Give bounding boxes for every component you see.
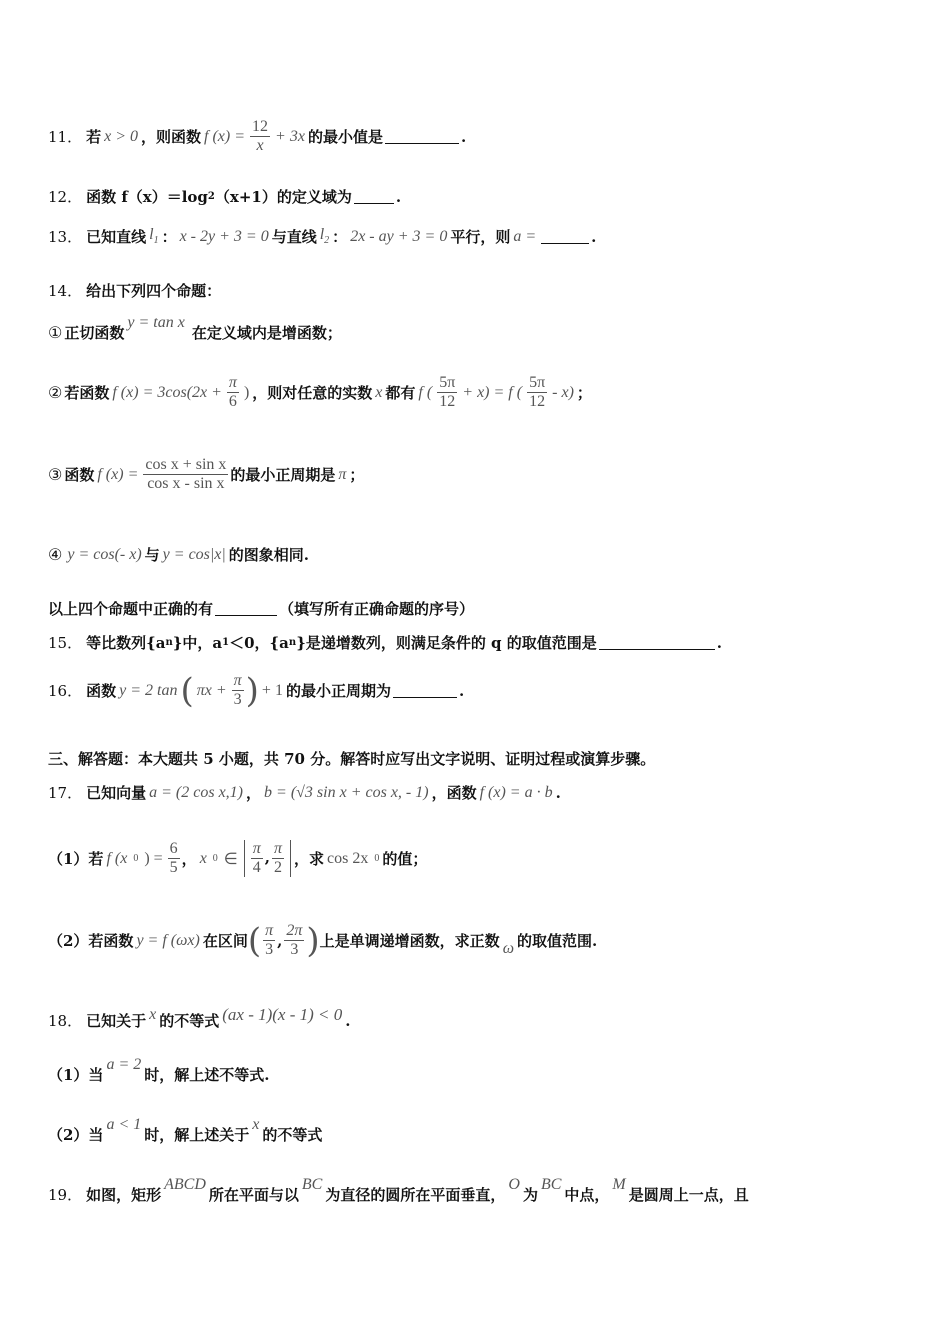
text: 的值； <box>382 850 428 868</box>
text: 时，解上述关于 <box>144 1126 250 1144</box>
math: b = (√3 sin x + cos x, - 1) <box>264 783 429 801</box>
math: y = f (ωx) <box>136 931 200 949</box>
question-number: 19． <box>48 1186 83 1204</box>
text: 在区间 <box>202 932 248 950</box>
text: 上是单调递增函数，求正数 <box>319 932 500 950</box>
math: y = 2 tan <box>119 681 178 699</box>
text: . <box>345 1011 351 1030</box>
numerator: π <box>252 840 261 857</box>
math: x <box>375 383 383 401</box>
math: x - 2y + 3 = 0 <box>179 227 269 245</box>
math: ∈ <box>223 850 238 868</box>
math: f (x) = <box>97 465 139 483</box>
numerator: 12 <box>252 118 269 135</box>
question-number: 16． <box>48 682 83 700</box>
text: 等比数列{a <box>86 634 166 652</box>
subscript: 0 <box>133 853 139 864</box>
proposition-1 <box>48 313 342 343</box>
fraction <box>263 922 275 959</box>
math: f (x <box>106 849 128 867</box>
text: 若 <box>86 128 102 146</box>
proposition-3 <box>48 456 364 493</box>
question-17-part-1 <box>48 840 427 877</box>
question-number: 17． <box>48 784 83 802</box>
numerator: π <box>233 672 242 689</box>
denominator: 4 <box>252 859 261 876</box>
text: 已知直线 <box>86 228 147 246</box>
fraction <box>272 840 284 877</box>
math: a = <box>513 227 537 245</box>
text: 已知向量 <box>86 784 147 802</box>
math: l <box>319 226 325 244</box>
text: （x+1）的定义域为 <box>214 188 352 206</box>
denominator: 3 <box>233 691 242 708</box>
question-18-part-2 <box>48 1115 323 1145</box>
math: π <box>338 465 347 483</box>
math: x <box>199 849 207 867</box>
text: 函数 <box>64 466 95 484</box>
question-16 <box>48 672 464 709</box>
text: （2）若函数 <box>48 932 134 950</box>
text: }中，a <box>172 634 223 652</box>
math: f ( <box>418 383 433 401</box>
question-12 <box>48 186 401 207</box>
text: 时，解上述不等式. <box>144 1066 270 1084</box>
subscript: 2 <box>324 235 330 247</box>
question-number: 13． <box>48 228 83 246</box>
question-17 <box>48 782 561 803</box>
math: f (x) = a · b <box>479 783 553 801</box>
text: . <box>716 633 723 652</box>
math: x <box>149 1005 157 1023</box>
text: 以上四个命题中正确的有 <box>48 600 214 618</box>
math: 2x - ay + 3 = 0 <box>350 227 448 245</box>
fraction <box>437 374 457 411</box>
text: 已知关于 <box>86 1012 147 1030</box>
question-15 <box>48 632 722 653</box>
denominator: 12 <box>439 393 456 410</box>
question-17-part-2: （2）若函数 y = f (ωx) 在区间 ( $\frac{\pi}{3}$ , $\frac{2\pi}{3}$ ) 上是单调递增函数，求正数 ω 的取值范围. <box>48 920 598 961</box>
subscript: 2 <box>207 191 215 202</box>
text: . <box>591 227 597 246</box>
text: 给出下列四个命题： <box>86 282 222 300</box>
text: 正切函数 <box>64 324 125 342</box>
text: 函数 f（x）＝log <box>86 188 208 206</box>
answer-blank[interactable] <box>385 129 459 144</box>
math: ABCD <box>164 1175 206 1193</box>
numerator: 5π <box>529 374 546 391</box>
question-number: 18． <box>48 1012 83 1030</box>
paren: ) <box>306 920 320 961</box>
text: 与直线 <box>271 228 317 246</box>
proposition-4 <box>48 544 309 565</box>
text: 平行，则 <box>450 228 511 246</box>
paren: ( <box>247 920 262 961</box>
answer-blank[interactable] <box>541 229 589 244</box>
question-18-part-1 <box>48 1055 270 1085</box>
math: ) <box>243 383 250 401</box>
text: 都有 <box>385 384 416 402</box>
math: a = 2 <box>106 1055 142 1073</box>
math: l <box>149 226 154 244</box>
question-19 <box>48 1175 749 1205</box>
text: 的不等式 <box>159 1012 220 1030</box>
text: ； <box>349 466 365 484</box>
text: }是递增数列，则满足条件的 q 的取值范围是 <box>296 634 597 652</box>
text: 若函数 <box>64 384 110 402</box>
text: ＜0，{a <box>229 634 289 652</box>
text: 如图，矩形 <box>86 1186 162 1204</box>
denominator: 3 <box>290 941 299 958</box>
subscript: n <box>165 637 173 648</box>
text: ， <box>246 784 262 802</box>
answer-blank[interactable] <box>215 601 277 616</box>
subscript: 0 <box>374 853 380 864</box>
interval: $\frac{\pi}{4}$ , $\frac{\pi}{2}$ <box>244 840 291 877</box>
denominator: 6 <box>228 393 237 410</box>
circled-number: ① <box>48 323 63 342</box>
math: - x) <box>552 383 574 401</box>
math: f (x) = 3cos(2x + <box>112 383 222 401</box>
numerator: π <box>228 374 237 391</box>
paren: ) <box>245 670 259 711</box>
math: ω <box>502 939 514 957</box>
question-number: 15． <box>48 634 83 652</box>
text: （2）当 <box>48 1126 104 1144</box>
fraction <box>250 118 270 155</box>
answer-blank[interactable] <box>599 635 715 650</box>
math: y = cos|x| <box>162 545 226 563</box>
text: 为 <box>522 1186 538 1204</box>
math: BC <box>301 1175 323 1193</box>
answer-blank[interactable] <box>393 683 457 698</box>
text: ，则函数 <box>141 128 202 146</box>
math: O <box>508 1175 520 1193</box>
text: . <box>555 783 561 802</box>
fraction <box>284 922 304 959</box>
subscript: 1 <box>222 637 230 648</box>
numerator: 6 <box>169 840 178 857</box>
text: 所在平面与以 <box>208 1186 299 1204</box>
text: 的最小正周期是 <box>230 466 336 484</box>
circled-number: ③ <box>48 465 63 484</box>
text: ： <box>161 228 177 246</box>
text: . <box>460 127 467 146</box>
denominator: 2 <box>273 859 282 876</box>
fraction <box>168 840 180 877</box>
answer-blank[interactable] <box>354 189 394 204</box>
proposition-2 <box>48 374 592 411</box>
math: + x) = f ( <box>462 383 523 401</box>
text: 的不等式 <box>262 1126 323 1144</box>
numerator: 5π <box>439 374 456 391</box>
text: 在定义域内是增函数； <box>191 324 342 342</box>
math: (ax - 1)(x - 1) < 0 <box>222 1004 343 1024</box>
fraction <box>527 374 547 411</box>
math: x > 0 <box>104 127 139 145</box>
math: ) = <box>144 849 163 867</box>
text: （填写所有正确命题的序号） <box>279 600 475 618</box>
text: 函数 <box>86 682 117 700</box>
math: y = cos(- x) <box>67 545 142 563</box>
fraction <box>227 374 239 411</box>
fraction <box>251 840 263 877</box>
text: 的最小值是 <box>307 128 383 146</box>
text: 是圆周上一点，且 <box>628 1186 749 1204</box>
question-number: 11． <box>48 128 83 146</box>
text: ，求 <box>294 850 325 868</box>
fraction <box>232 672 244 709</box>
math <box>149 226 158 246</box>
text: 的图象相同. <box>228 546 310 564</box>
text: 与 <box>144 546 160 564</box>
text: . <box>395 187 402 206</box>
text: ： <box>332 228 348 246</box>
math: cos 2x <box>327 849 369 867</box>
question-number: 14． <box>48 282 83 300</box>
question-18 <box>48 1004 351 1031</box>
math: a < 1 <box>106 1115 142 1133</box>
text: ，则对任意的实数 <box>252 384 373 402</box>
math: πx + <box>196 681 227 699</box>
math: x <box>252 1115 260 1133</box>
math: a = (2 cos x,1) <box>149 783 243 801</box>
text: . <box>458 681 465 700</box>
section-header <box>48 748 655 769</box>
text: 为直径的圆所在平面垂直， <box>325 1186 506 1204</box>
text: 的最小正周期为 <box>285 682 391 700</box>
denominator: 3 <box>265 941 274 958</box>
math: + 1 <box>261 681 283 699</box>
subscript: n <box>288 637 297 648</box>
math <box>320 226 329 246</box>
numerator: π <box>273 840 282 857</box>
question-13 <box>48 226 596 247</box>
fraction <box>143 456 228 493</box>
question-14 <box>48 280 221 301</box>
text: 的取值范围. <box>516 932 598 950</box>
math: + 3x <box>275 127 305 145</box>
paren: ( <box>180 670 194 711</box>
numerator: 2π <box>286 922 303 939</box>
subscript: 1 <box>153 235 159 247</box>
subscript: 0 <box>212 853 218 864</box>
text: ； <box>576 384 592 402</box>
denominator: 5 <box>169 859 178 876</box>
text: （1）若 <box>48 850 104 868</box>
numerator: cos x + sin x <box>145 456 227 473</box>
denominator: cos x - sin x <box>147 475 225 492</box>
denominator: x <box>256 137 264 154</box>
math: f (x) = <box>204 127 246 145</box>
question-number: 12． <box>48 188 83 206</box>
text: 中点， <box>564 1186 610 1204</box>
text: ， <box>181 850 197 868</box>
text: 三、解答题：本大题共 5 小题，共 70 分。解答时应写出文字说明、证明过程或演算步骤。 <box>48 750 656 768</box>
numerator: π <box>265 922 274 939</box>
denominator: 12 <box>529 393 546 410</box>
math: M <box>612 1175 626 1193</box>
question-11 <box>48 118 466 155</box>
text: ，函数 <box>431 784 477 802</box>
math: BC <box>540 1175 562 1193</box>
circled-number: ② <box>48 383 63 402</box>
text: （1）当 <box>48 1066 104 1084</box>
math: y = tan x <box>127 313 185 331</box>
circled-number: ④ <box>48 545 63 564</box>
question-14-answer <box>48 598 474 619</box>
